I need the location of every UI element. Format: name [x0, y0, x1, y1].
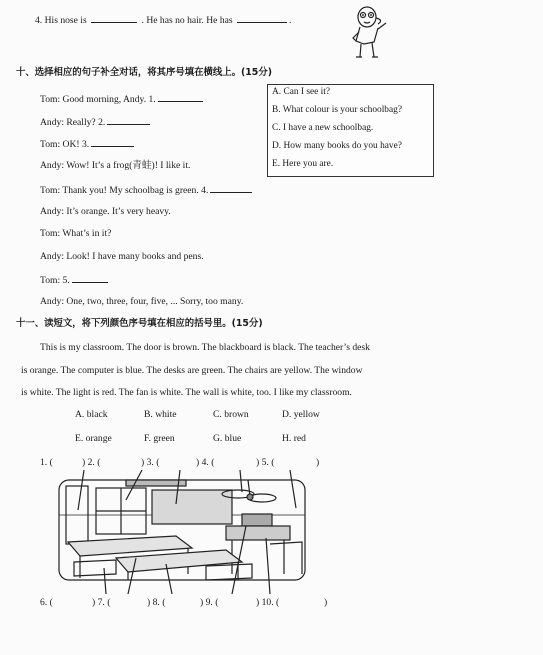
answer-blank-5[interactable]: [72, 273, 108, 283]
dialog-line-3: Tom: OK! 3.: [40, 137, 136, 151]
q4-blank-2[interactable]: [237, 13, 287, 23]
q4-blank-1[interactable]: [91, 13, 137, 23]
option-a: A. Can I see it?: [272, 87, 331, 97]
dialog-line-1: Tom: Good morning, Andy. 1.: [40, 92, 205, 106]
slot-5-close: ): [316, 457, 320, 468]
answer-blank-4[interactable]: [210, 183, 252, 193]
passage-line-2: is orange. The computer is blue. The desks are green. The chairs are yellow. The window: [21, 365, 363, 376]
answer-blank-1[interactable]: [158, 92, 203, 102]
q4-line: 4. His nose is . He has no hair. He has .: [35, 15, 292, 26]
slot-10[interactable]: ) 10. (: [256, 597, 280, 608]
color-option-b: B. white: [144, 409, 177, 420]
answer-blank-3[interactable]: [91, 137, 134, 147]
dialog-line-7: Tom: What’s in it?: [40, 228, 112, 239]
passage-line-1: This is my classroom. The door is brown. The blackboard is black. The teacher’s desk: [40, 342, 370, 353]
section-11-title: 十一、读短文，将下列颜色序号填在相应的括号里。(15分): [16, 318, 263, 329]
color-option-c: C. brown: [213, 409, 249, 420]
cartoon-man-illustration: [350, 5, 392, 61]
slot-4[interactable]: ) 4. (: [196, 457, 215, 468]
slot-5[interactable]: ) 5. (: [256, 457, 275, 468]
slot-3[interactable]: ) 3. (: [141, 457, 160, 468]
slot-8[interactable]: ) 8. (: [147, 597, 166, 608]
dialog-line-8: Andy: Look! I have many books and pens.: [40, 251, 204, 262]
dialog-line-2: Andy: Really? 2.: [40, 115, 152, 129]
color-option-g: G. blue: [213, 433, 242, 444]
slot-2[interactable]: ) 2. (: [82, 457, 101, 468]
dialog-line-6: Andy: It’s orange. It’s very heavy.: [40, 206, 171, 217]
answer-options-box: [267, 84, 434, 177]
option-c: C. I have a new schoolbag.: [272, 123, 374, 133]
dialog-line-4: Andy: Wow! It’s a frog(青蛙)! I like it.: [40, 160, 191, 171]
option-e: E. Here you are.: [272, 159, 334, 169]
color-option-h: H. red: [282, 433, 306, 444]
color-option-a: A. black: [75, 409, 108, 420]
passage-line-3: is white. The light is red. The fan is white. The wall is white, too. I like my classroom.: [21, 387, 352, 398]
color-option-e: E. orange: [75, 433, 112, 444]
slot-10-close: ): [324, 597, 328, 608]
slot-6[interactable]: 6. (: [40, 597, 53, 608]
dialog-line-9: Tom: 5.: [40, 273, 110, 287]
slot-9[interactable]: ) 9. (: [200, 597, 219, 608]
slot-7[interactable]: ) 7. (: [92, 597, 111, 608]
option-b: B. What colour is your schoolbag?: [272, 105, 403, 115]
classroom-illustration: [56, 470, 314, 594]
dialog-line-5: Tom: Thank you! My schoolbag is green. 4.: [40, 183, 254, 197]
option-d: D. How many books do you have?: [272, 141, 402, 151]
q4-part1: 4. His nose is: [35, 15, 87, 26]
dialog-line-10: Andy: One, two, three, four, five, ... Sorry, too many.: [40, 296, 244, 307]
q4-part2: . He has no hair. He has: [141, 15, 233, 26]
slot-1[interactable]: 1. (: [40, 457, 53, 468]
color-option-f: F. green: [144, 433, 175, 444]
answer-blank-2[interactable]: [107, 115, 150, 125]
section-10-title: 十、选择相应的句子补全对话，将其序号填在横线上。(15分): [16, 67, 272, 78]
color-option-d: D. yellow: [282, 409, 320, 420]
